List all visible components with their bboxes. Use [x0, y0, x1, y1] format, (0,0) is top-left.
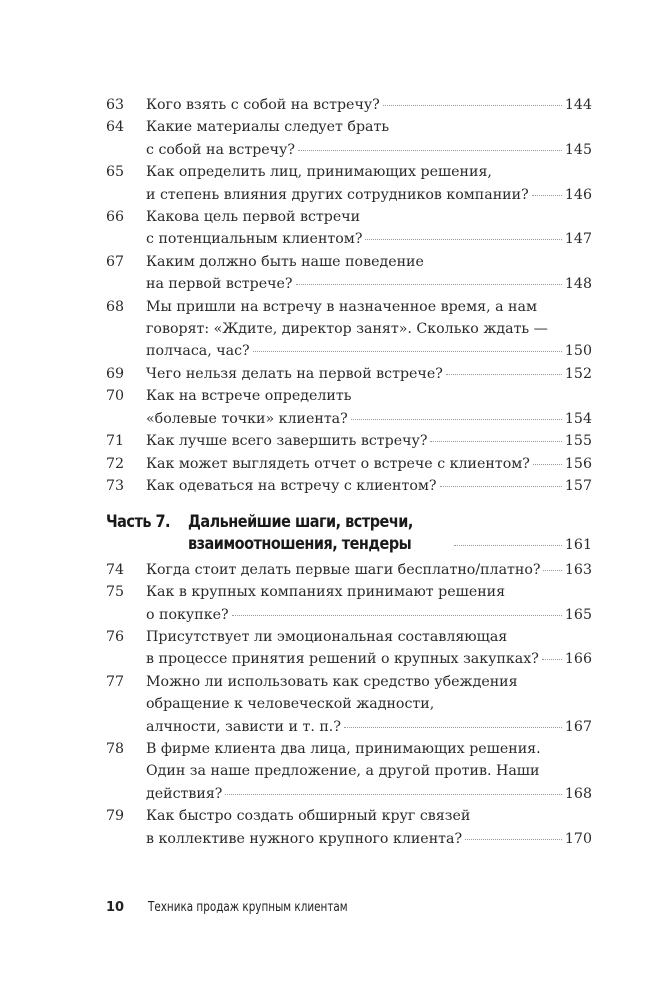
entry-title-line: о покупке?	[146, 606, 229, 623]
entry-title-line: в коллективе нужного крупного клиента?	[146, 830, 463, 847]
entry-title-line: Каким должно быть наше поведение	[146, 253, 424, 270]
running-title: Техника продаж крупным клиентам	[148, 900, 348, 915]
dot-leader	[542, 659, 562, 660]
entry-title-line: и степень влияния других сотрудников компании?	[146, 186, 529, 203]
page-number: 163	[564, 561, 592, 578]
entry-title-line: Какие материалы следует брать	[146, 119, 390, 136]
part-title-line: Дальнейшие шаги, встречи,	[188, 512, 413, 533]
dot-leader	[344, 727, 562, 728]
entry-number: 71	[106, 433, 125, 450]
toc-list	[106, 94, 592, 497]
entry-title-line: с потенциальным клиентом?	[146, 231, 363, 248]
entry-number: 76	[106, 628, 125, 645]
toc-entry	[106, 805, 592, 850]
entry-title-line: говорят: «Ждите, директор занят». Сколько ждать —	[146, 321, 548, 338]
toc-entry	[106, 251, 592, 296]
entry-number: 63	[106, 97, 125, 113]
page-number: 166	[564, 651, 592, 668]
toc-entry	[106, 626, 592, 671]
entry-title-line: в процессе принятия решений о крупных закупках?	[146, 651, 539, 668]
page-number: 147	[564, 231, 592, 248]
entry-title-line: полчаса, час?	[146, 343, 250, 360]
dot-leader	[532, 195, 562, 196]
folio: 10	[106, 900, 125, 915]
entry-number: 66	[106, 209, 125, 226]
entry-title-line: Какова цель первой встречи	[146, 209, 361, 226]
entry-title-line: Как может выглядеть отчет о встрече с клиентом?	[146, 455, 530, 472]
entry-number: 78	[106, 740, 125, 757]
page-number: 167	[564, 718, 592, 735]
entry-title-line: Один за наше предложение, а другой против. Наши	[146, 763, 540, 780]
dot-leader	[351, 419, 562, 420]
toc-entry	[106, 161, 592, 206]
page-number: 152	[564, 365, 592, 382]
entry-title-line: действия?	[146, 785, 223, 802]
dot-leader	[225, 794, 562, 795]
dot-leader	[454, 545, 562, 546]
dot-leader	[543, 570, 561, 571]
entry-number: 74	[106, 561, 125, 578]
dot-leader	[440, 486, 562, 487]
page-number: 154	[564, 410, 592, 427]
entry-title-line: Как лучше всего завершить встречу?	[146, 433, 428, 450]
entry-title-line: Когда стоит делать первые шаги бесплатно/платно?	[146, 561, 541, 578]
entry-number: 65	[106, 164, 125, 181]
entry-title-line: Мы пришли на встречу в назначенное время, а нам	[146, 298, 538, 315]
part-title-line: взаимоотношения, тендеры	[188, 534, 412, 555]
page-number: 170	[564, 830, 592, 847]
part-heading	[106, 511, 592, 556]
page-number: 145	[564, 141, 592, 158]
entry-title-line: Как одеваться на встречу с клиентом?	[146, 477, 437, 494]
page-number: 148	[564, 276, 592, 293]
dot-leader	[253, 351, 562, 352]
entry-title-line: Присутствует ли эмоциональная составляющая	[146, 628, 508, 645]
dot-leader	[232, 615, 562, 616]
dot-leader	[430, 441, 561, 442]
dot-leader	[465, 839, 562, 840]
entry-title-line: на первой встрече?	[146, 276, 293, 293]
toc-entry	[106, 206, 592, 251]
entry-title-line: Как быстро создать обширный круг связей	[146, 808, 471, 825]
entry-number: 77	[106, 673, 125, 690]
toc-list	[106, 559, 592, 850]
entry-title-line: «болевые точки» клиента?	[146, 410, 348, 427]
page-footer	[106, 900, 398, 915]
entry-number: 75	[106, 584, 125, 601]
entry-title-line: алчности, зависти и т. п.?	[146, 718, 341, 735]
page-number: 165	[564, 606, 592, 623]
toc-entry	[106, 581, 592, 626]
dot-leader	[446, 374, 562, 375]
entry-title-line: В фирме клиента два лица, принимающих решения.	[146, 740, 541, 757]
page-number: 157	[564, 477, 592, 494]
dot-leader	[298, 150, 562, 151]
entry-title-line: Как определить лиц, принимающих решения,	[146, 164, 492, 181]
entry-title-line: Как на встрече определить	[146, 388, 352, 405]
table-of-contents	[106, 94, 592, 850]
dot-leader	[296, 284, 562, 285]
entry-title-line: Чего нельзя делать на первой встрече?	[146, 365, 443, 382]
toc-entry	[106, 738, 592, 805]
dot-leader	[533, 464, 562, 465]
part-label: Часть 7.	[106, 512, 171, 533]
dot-leader	[383, 105, 562, 106]
entry-number: 73	[106, 477, 125, 494]
page-number: 156	[564, 455, 592, 472]
page-number: 155	[564, 433, 592, 450]
entry-number: 64	[106, 119, 125, 136]
page-number: 146	[564, 186, 592, 203]
entry-title-line: Можно ли использовать как средство убеждения	[146, 673, 518, 690]
toc-entry	[106, 671, 592, 738]
page-number: 150	[564, 343, 592, 360]
page-number: 168	[564, 785, 592, 802]
toc-entry	[106, 363, 592, 385]
entry-title-line: обращение к человеческой жадности,	[146, 696, 435, 713]
toc-entry	[106, 430, 592, 452]
entry-number: 79	[106, 808, 125, 825]
dot-leader	[365, 239, 561, 240]
toc-entry	[106, 116, 592, 161]
entry-title-line: Как в крупных компаниях принимают решения	[146, 584, 506, 601]
toc-entry	[106, 453, 592, 475]
entry-title-line: с собой на встречу?	[146, 141, 296, 158]
entry-title-line: Кого взять с собой на встречу?	[146, 97, 380, 113]
entry-number: 70	[106, 388, 125, 405]
entry-number: 69	[106, 365, 125, 382]
page-number: 144	[564, 97, 592, 113]
toc-entry	[106, 296, 592, 363]
entry-number: 68	[106, 298, 125, 315]
toc-entry	[106, 559, 592, 581]
entry-number: 67	[106, 253, 125, 270]
toc-entry	[106, 385, 592, 430]
toc-entry	[106, 94, 592, 116]
page-number: 161	[564, 537, 592, 554]
entry-number: 72	[106, 455, 125, 472]
toc-entry	[106, 475, 592, 497]
